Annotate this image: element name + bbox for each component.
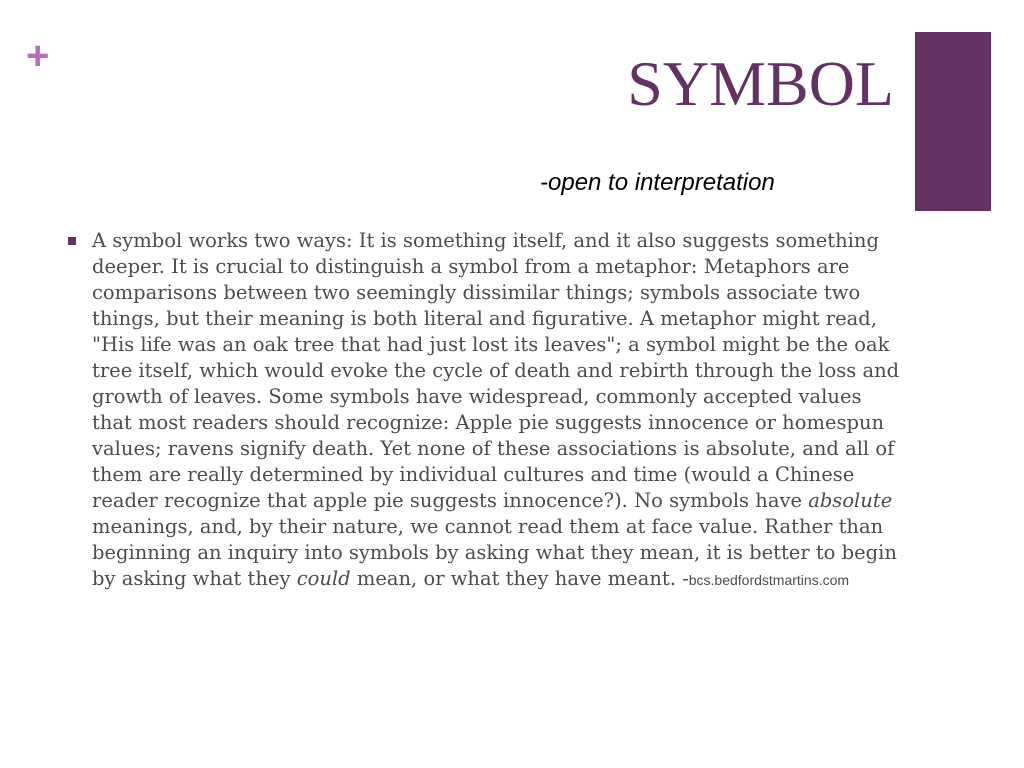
body-emphasis-absolute: absolute: [808, 489, 893, 512]
bullet-list: [66, 228, 906, 593]
body-text-part2: meanings, and, by their nature, we cannot read them at face value. Rather than beginning an inquiry into symbols by asking what they mean, it is better to begin by asking what they: [92, 515, 897, 590]
accent-bar: [915, 32, 991, 211]
slide-title: SYMBOL: [627, 48, 894, 119]
slide-subtitle: -open to interpretation: [540, 169, 775, 196]
source-citation: bcs.bedfordstmartins.com: [688, 572, 850, 588]
bullet-item: [66, 228, 906, 593]
body-text-part3: mean, or what they have meant. -: [350, 567, 689, 590]
body-text-part1: A symbol works two ways: It is something itself, and it also suggests something deeper. It is crucial to distinguish a symbol from a metaphor: Metaphors are comparisons between two seemingly dissimilar things; symbols associate two things, but their meaning is both literal and figurative. A metaphor might read, "His life was an oak tree that had just lost its leaves"; a symbol might be the oak tree itself, which would evoke the cycle of death and rebirth through the loss and growth of leaves. Some symbols have widespread, commonly accepted values that most readers should recognize: Apple pie suggests innocence or homespun values; ravens signify death. Yet none of these associations is absolute, and all of them are really determined by individual cultures and time (would a Chinese reader recognize that apple pie suggests innocence?). No symbols have: [92, 229, 900, 512]
plus-icon: +: [26, 34, 50, 78]
body-emphasis-could: could: [296, 567, 351, 590]
square-bullet-icon: [68, 237, 76, 245]
